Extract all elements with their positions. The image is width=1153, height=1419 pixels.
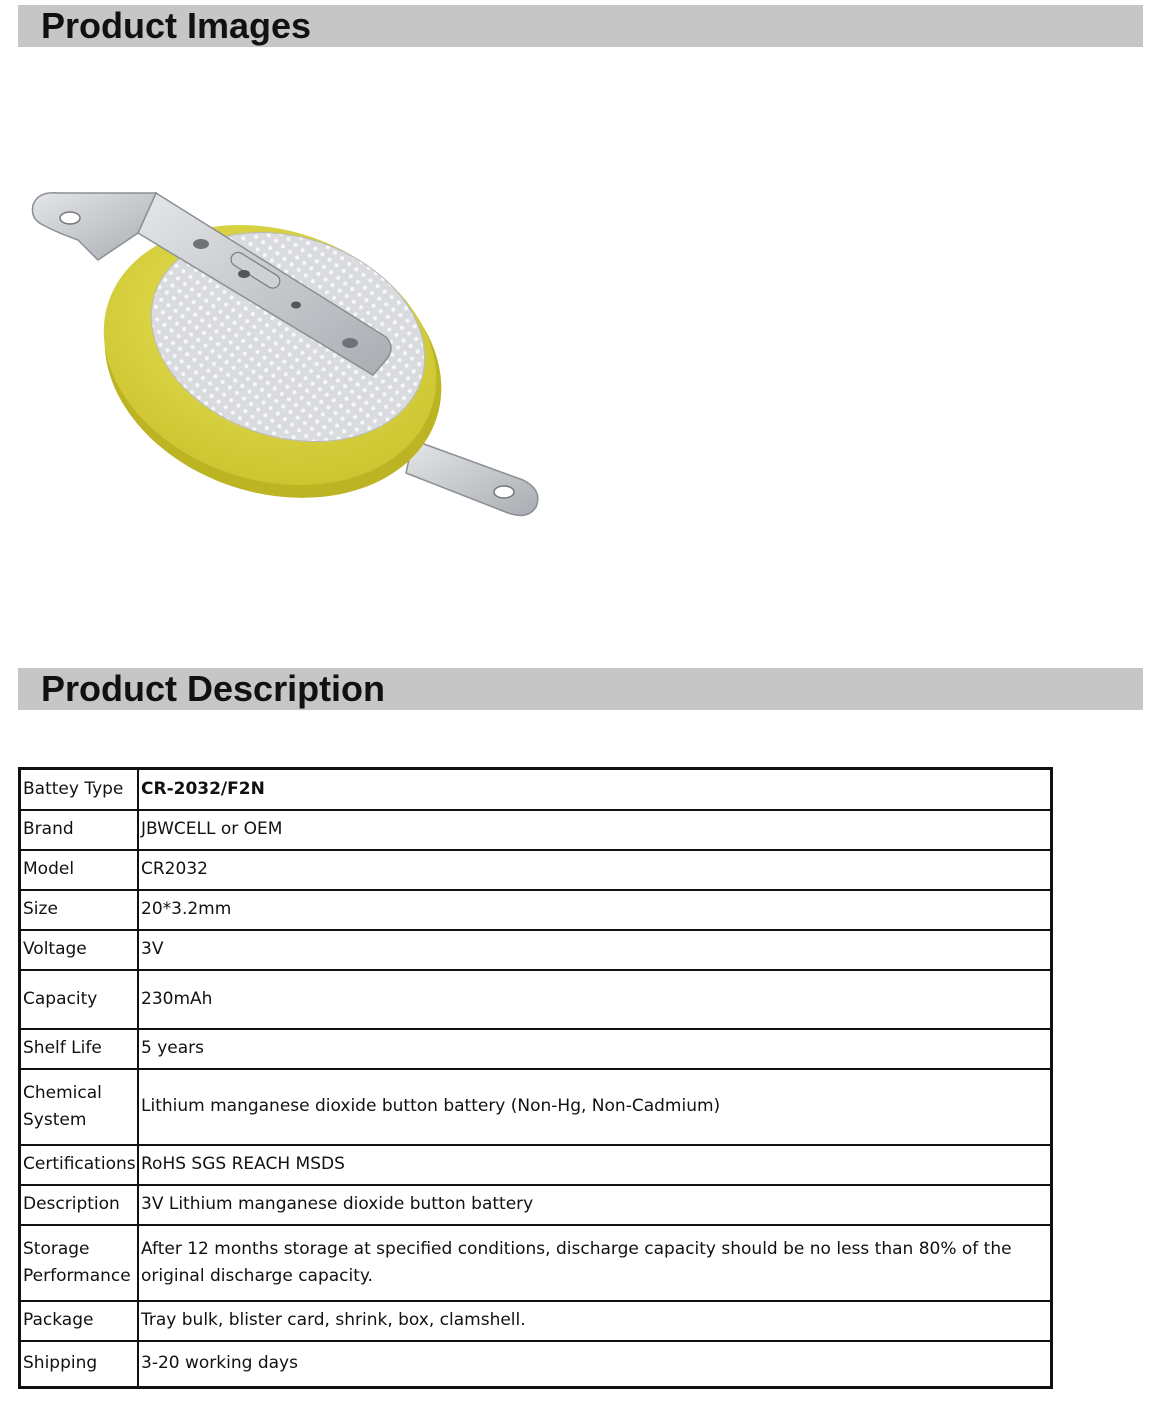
table-row xyxy=(20,850,1052,890)
spec-label: Chemical System xyxy=(20,1069,139,1145)
spec-label: Brand xyxy=(20,810,139,850)
spec-label: Shelf Life xyxy=(20,1029,139,1069)
spec-value: Lithium manganese dioxide button battery (Non-Hg, Non-Cadmium) xyxy=(138,1069,1052,1145)
spec-label: Voltage xyxy=(20,930,139,970)
spec-label: Storage Performance xyxy=(20,1225,139,1301)
table-row xyxy=(20,1341,1052,1388)
table-row xyxy=(20,1029,1052,1069)
table-row xyxy=(20,930,1052,970)
spec-value: After 12 months storage at specified conditions, discharge capacity should be no less than 80% of the original discharge capacity. xyxy=(138,1225,1052,1301)
table-row xyxy=(20,1225,1052,1301)
table-row xyxy=(20,1145,1052,1185)
table-row xyxy=(20,1069,1052,1145)
spec-label: Description xyxy=(20,1185,139,1225)
spec-value: 3V Lithium manganese dioxide button battery xyxy=(138,1185,1052,1225)
table-row xyxy=(20,890,1052,930)
table-row xyxy=(20,769,1052,810)
spec-label: Certifications xyxy=(20,1145,139,1185)
table-row xyxy=(20,1185,1052,1225)
spec-value: CR2032 xyxy=(138,850,1052,890)
table-row xyxy=(20,970,1052,1029)
table-row xyxy=(20,1301,1052,1341)
product-description-title: Product Description xyxy=(41,668,386,709)
spec-value: 3-20 working days xyxy=(138,1341,1052,1388)
spec-value: 230mAh xyxy=(138,970,1052,1029)
product-image xyxy=(18,75,558,615)
spec-value: Tray bulk, blister card, shrink, box, clamshell. xyxy=(138,1301,1052,1341)
battery-illustration xyxy=(18,75,558,615)
spec-label: Capacity xyxy=(20,970,139,1029)
spec-value: 5 years xyxy=(138,1029,1052,1069)
product-description-header xyxy=(18,668,1143,710)
product-images-header xyxy=(18,5,1143,47)
spec-value: 3V xyxy=(138,930,1052,970)
spec-value: RoHS SGS REACH MSDS xyxy=(138,1145,1052,1185)
spec-label: Model xyxy=(20,850,139,890)
spec-label: Battey Type xyxy=(20,769,139,810)
spec-label: Package xyxy=(20,1301,139,1341)
spec-table xyxy=(18,767,1053,1389)
spec-value: CR-2032/F2N xyxy=(138,769,1052,810)
spec-label: Size xyxy=(20,890,139,930)
table-row xyxy=(20,810,1052,850)
spec-value: 20*3.2mm xyxy=(138,890,1052,930)
spec-label: Shipping xyxy=(20,1341,139,1388)
spec-value: JBWCELL or OEM xyxy=(138,810,1052,850)
product-images-title: Product Images xyxy=(41,5,312,46)
